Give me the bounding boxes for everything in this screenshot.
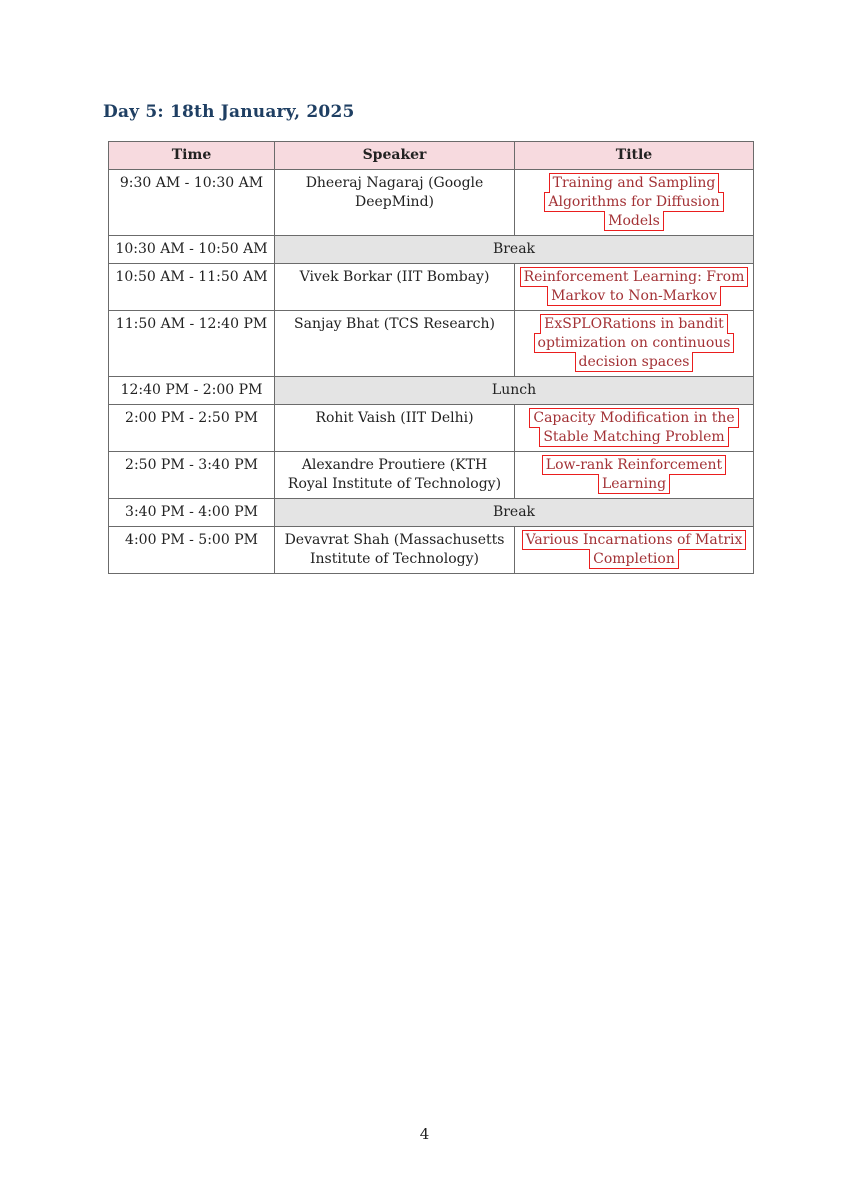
page-number: 4 [419, 1125, 430, 1143]
table-row [109, 499, 754, 527]
break-cell: Break [275, 499, 754, 527]
talk-title-link[interactable]: Reinforcement Learning: From Markov to Non-Markov [523, 269, 745, 304]
speaker-cell: Vivek Borkar (IIT Bombay) [275, 264, 515, 311]
table-row [109, 377, 754, 405]
time-cell: 2:50 PM - 3:40 PM [109, 452, 275, 499]
table-row [109, 527, 754, 574]
time-cell: 10:30 AM - 10:50 AM [109, 236, 275, 264]
speaker-cell: Dheeraj Nagaraj (Google DeepMind) [275, 170, 515, 236]
time-cell: 3:40 PM - 4:00 PM [109, 499, 275, 527]
table-row [109, 170, 754, 236]
table-header [109, 142, 754, 170]
talk-title-link[interactable]: Low-rank Reinforcement Learning [545, 457, 723, 492]
time-cell: 11:50 AM - 12:40 PM [109, 311, 275, 377]
title-cell [515, 170, 754, 236]
header-row [109, 142, 754, 170]
talk-title-link[interactable]: Capacity Modification in the Stable Matching Problem [533, 410, 735, 445]
speaker-cell: Sanjay Bhat (TCS Research) [275, 311, 515, 377]
talk-title-link[interactable]: Training and Sampling Algorithms for Diffusion Models [548, 175, 720, 229]
speaker-cell: Devavrat Shah (Massachusetts Institute of Technology) [275, 527, 515, 574]
table-row [109, 264, 754, 311]
column-header-title: Title [515, 142, 754, 170]
title-cell [515, 452, 754, 499]
title-cell [515, 311, 754, 377]
page-title: Day 5: 18th January, 2025 [103, 102, 355, 122]
time-cell: 2:00 PM - 2:50 PM [109, 405, 275, 452]
title-cell [515, 527, 754, 574]
talk-title-link[interactable]: Various Incarnations of Matrix Completion [525, 532, 743, 567]
break-cell: Break [275, 236, 754, 264]
column-header-time: Time [109, 142, 275, 170]
table-row [109, 405, 754, 452]
title-cell [515, 264, 754, 311]
title-cell [515, 405, 754, 452]
table-row [109, 452, 754, 499]
column-header-speaker: Speaker [275, 142, 515, 170]
speaker-cell: Rohit Vaish (IIT Delhi) [275, 405, 515, 452]
time-cell: 12:40 PM - 2:00 PM [109, 377, 275, 405]
lunch-cell: Lunch [275, 377, 754, 405]
speaker-cell: Alexandre Proutiere (KTH Royal Institute of Technology) [275, 452, 515, 499]
time-cell: 10:50 AM - 11:50 AM [109, 264, 275, 311]
schedule-table [108, 141, 754, 574]
table-row [109, 311, 754, 377]
time-cell: 9:30 AM - 10:30 AM [109, 170, 275, 236]
talk-title-link[interactable]: ExSPLORations in bandit optimization on continuous decision spaces [537, 316, 731, 370]
time-cell: 4:00 PM - 5:00 PM [109, 527, 275, 574]
table-row [109, 236, 754, 264]
